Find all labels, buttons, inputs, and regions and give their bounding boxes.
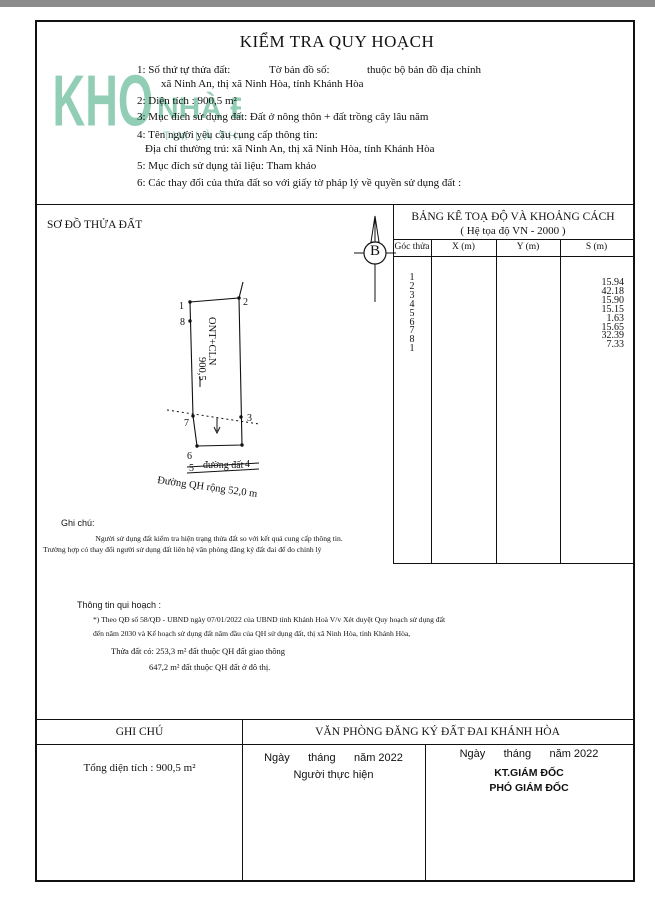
corner-cell: 6 <box>409 316 415 328</box>
point-label-6: 6 <box>187 451 192 462</box>
point-label-4: 4 <box>245 459 250 470</box>
distance-column <box>560 279 624 350</box>
performer-label: Người thực hiện <box>293 769 374 781</box>
notes-line-1: Người sử dụng đất kiểm tra hiện trạng thửa đất so với kết quả cung cấp thông tin. <box>95 534 343 543</box>
notes-line-2: Trường hợp có thay đổi người sử dụng đất liên hệ văn phòng đăng ký đất đai để đo chỉnh lý <box>43 545 322 554</box>
col-header-y: Y (m) <box>516 242 540 252</box>
distance-cell: 1.63 <box>606 312 624 324</box>
distance-cell: 7.33 <box>606 339 624 351</box>
boundary-extension <box>239 282 243 298</box>
planning-line-4: 647,2 m² đất thuộc QH đất ở đô thị. <box>149 662 271 672</box>
info-line-1 <box>137 64 230 76</box>
point-label-8: 8 <box>180 317 185 328</box>
document-purpose: 5: Mục đích sử dụng tài liệu: Tham khảo <box>137 160 317 172</box>
corner-cell: 4 <box>409 298 415 310</box>
parcel-sketch <box>37 205 397 505</box>
table-bottom-border <box>393 563 633 564</box>
document-frame <box>35 20 635 882</box>
footer-header-border <box>37 744 633 745</box>
date-performer: Ngày tháng năm 2022 <box>264 752 403 764</box>
distance-cell: 15.90 <box>601 294 624 306</box>
corner-cell: 5 <box>409 307 415 319</box>
footer-office-header: VĂN PHÒNG ĐĂNG KÝ ĐẤT ĐAI KHÁNH HÒA <box>315 726 560 738</box>
planned-road-label: Đường QH rộng 52,0 m <box>156 475 258 500</box>
svg-text:NHÀ ĐẤT: NHÀ <box>157 92 222 125</box>
requester-address: Địa chỉ thường trú: xã Ninh An, thị xã Ninh Hòa, tỉnh Khánh Hòa <box>145 143 435 155</box>
col-header-s: S (m) <box>585 242 608 252</box>
footer-col-sep-1 <box>242 719 243 882</box>
col-header-corner: Góc thửa <box>394 242 430 252</box>
planning-heading: Thông tin qui hoạch : <box>77 600 162 610</box>
land-code-label: ONT+CLN <box>206 317 217 366</box>
table-col-sep-1 <box>431 239 432 563</box>
table-col-sep-2 <box>496 239 497 563</box>
table-title: BẢNG KÊ TOẠ ĐỘ VÀ KHOẢNG CÁCH <box>411 211 615 223</box>
table-subtitle: ( Hệ tọa độ VN - 2000 ) <box>460 225 566 237</box>
land-area-label: 900,5 <box>196 357 207 381</box>
distance-cell: 15.15 <box>601 303 624 315</box>
compass-letter: B <box>369 243 380 259</box>
svg-text:KHO: KHO <box>52 59 154 142</box>
corner-cell: 7 <box>409 325 415 337</box>
road-label: đường đất <box>203 460 244 471</box>
footer-col-sep-2 <box>425 744 426 882</box>
point-label-1: 1 <box>179 301 184 312</box>
parcel-changes: 6: Các thay đổi của thửa đất so với giấy tờ pháp lý về quyền sử dụng đất : <box>137 177 462 189</box>
distance-cell: 15.65 <box>601 321 624 333</box>
svg-text:TIM LÀ THẤY: TIM LÀ TH <box>163 129 239 143</box>
table-header-top <box>393 239 633 240</box>
table-header-bottom <box>393 256 633 257</box>
distance-cell: 42.18 <box>601 285 624 297</box>
requester-name: 4: Tên người yêu cầu cung cấp thông tin: <box>137 129 318 141</box>
map-set-label: thuộc bộ bản đồ địa chính <box>367 64 481 76</box>
footer-notes-header: GHI CHÚ <box>115 726 164 738</box>
table-left-border <box>393 204 394 563</box>
notes-heading: Ghi chú: <box>61 518 95 528</box>
corner-column <box>393 274 431 354</box>
parcel-location: xã Ninh An, thị xã Ninh Hòa, tỉnh Khánh Hòa <box>161 78 364 90</box>
director-title-1: KT.GIÁM ĐỐC <box>494 767 564 779</box>
distance-cell: 32.39 <box>601 330 624 342</box>
corner-cell: 2 <box>409 280 415 292</box>
point-label-7: 7 <box>184 418 189 429</box>
parcel-area: 2: Diện tích : 900,5 m² <box>137 95 237 107</box>
planning-line <box>167 410 259 424</box>
point-label-2: 2 <box>243 297 248 308</box>
point-label-3: 3 <box>247 413 252 424</box>
top-border-bar <box>0 0 655 7</box>
col-header-x: X (m) <box>452 242 475 252</box>
corner-cell: 1 <box>409 272 415 283</box>
date-director: Ngày tháng năm 2022 <box>459 748 599 760</box>
document-title: KIỂM TRA QUY HOẠCH <box>239 32 435 51</box>
planning-line-2: đến năm 2030 và Kế hoạch sử dụng đất năm đầu của QH sử dụng đất, thị xã Ninh Hòa, tỉnh Khánh Hòa, <box>93 629 411 638</box>
sketch-heading: SƠ ĐỒ THỬA ĐẤT <box>47 219 143 231</box>
parcel-number-label: 1: Số thứ tự thửa đất: <box>137 64 231 76</box>
corner-cell: 1 <box>409 343 415 355</box>
corner-cell: 3 <box>409 289 415 301</box>
land-use-purpose: 3: Mục đích sử dụng đất: Đất ở nông thôn + đất trồng cây lâu năm <box>137 111 429 123</box>
planning-line-3: Thửa đất có: 253,3 m² đất thuộc QH đất giao thông <box>111 646 286 656</box>
corner-cell: 8 <box>409 334 415 346</box>
total-area: Tổng diện tích : 900,5 m² <box>83 762 196 774</box>
planning-line-1: *) Theo QĐ số 58/QĐ - UBND ngày 07/01/2022 của UBND tỉnh Khánh Hoà V/v Xét duyệt Quy hoạch sử dụng đất <box>93 615 446 624</box>
footer-top-border <box>37 719 633 720</box>
point-label-5: 5 <box>189 463 194 474</box>
distance-cell: 15.94 <box>601 277 624 288</box>
map-sheet-label: Tờ bản đồ số: <box>269 64 330 76</box>
director-title-2: PHÓ GIÁM ĐỐC <box>489 782 569 794</box>
